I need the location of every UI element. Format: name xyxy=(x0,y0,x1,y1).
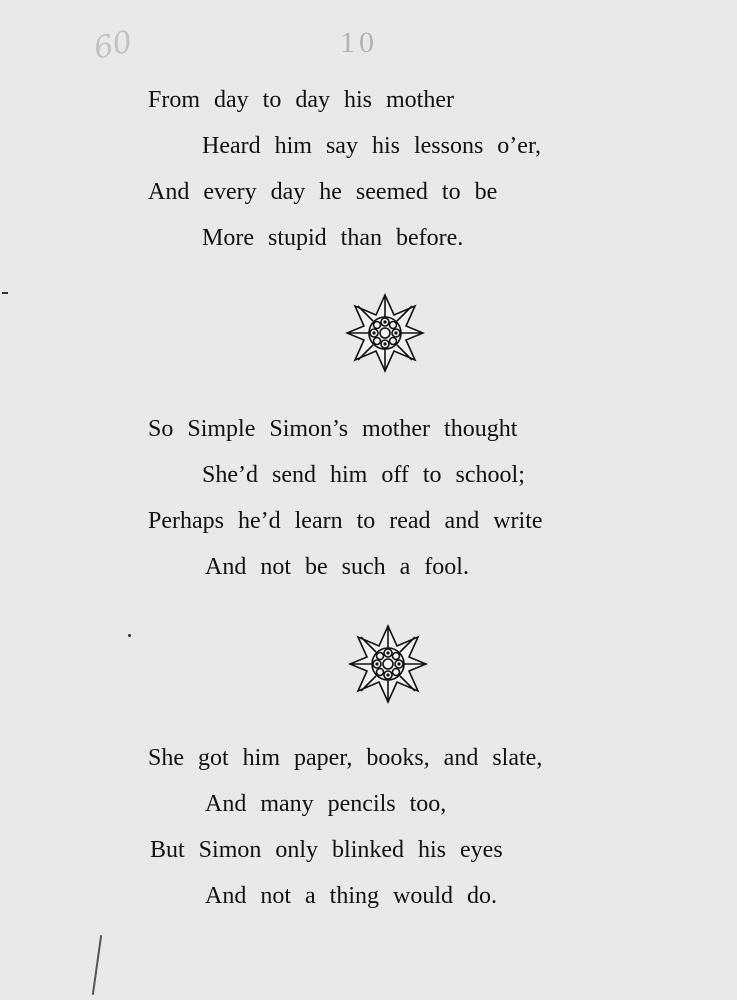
poem-line: She’d send him off to school; xyxy=(202,462,525,488)
margin-mark xyxy=(92,935,102,995)
page-scribble: 60 xyxy=(90,24,136,67)
margin-mark xyxy=(128,634,131,637)
page-number: 10 xyxy=(340,26,378,59)
poem-line: Heard him say his lessons o’er, xyxy=(202,133,541,159)
star-flower-ornament-icon xyxy=(348,624,428,704)
poem-line: And every day he seemed to be xyxy=(148,179,498,205)
margin-mark xyxy=(2,292,8,294)
poem-line: And not be such a fool. xyxy=(205,554,469,580)
poem-line: Perhaps he’d learn to read and write xyxy=(148,508,543,534)
poem-line: And not a thing would do. xyxy=(205,883,497,909)
poem-line: And many pencils too, xyxy=(205,791,447,817)
poem-line: From day to day his mother xyxy=(148,87,454,113)
poem-line: More stupid than before. xyxy=(202,225,464,251)
star-flower-ornament-icon xyxy=(345,293,425,373)
poem-line: She got him paper, books, and slate, xyxy=(148,745,543,771)
poem-line: So Simple Simon’s mother thought xyxy=(148,416,518,442)
poem-line: But Simon only blinked his eyes xyxy=(150,837,503,863)
